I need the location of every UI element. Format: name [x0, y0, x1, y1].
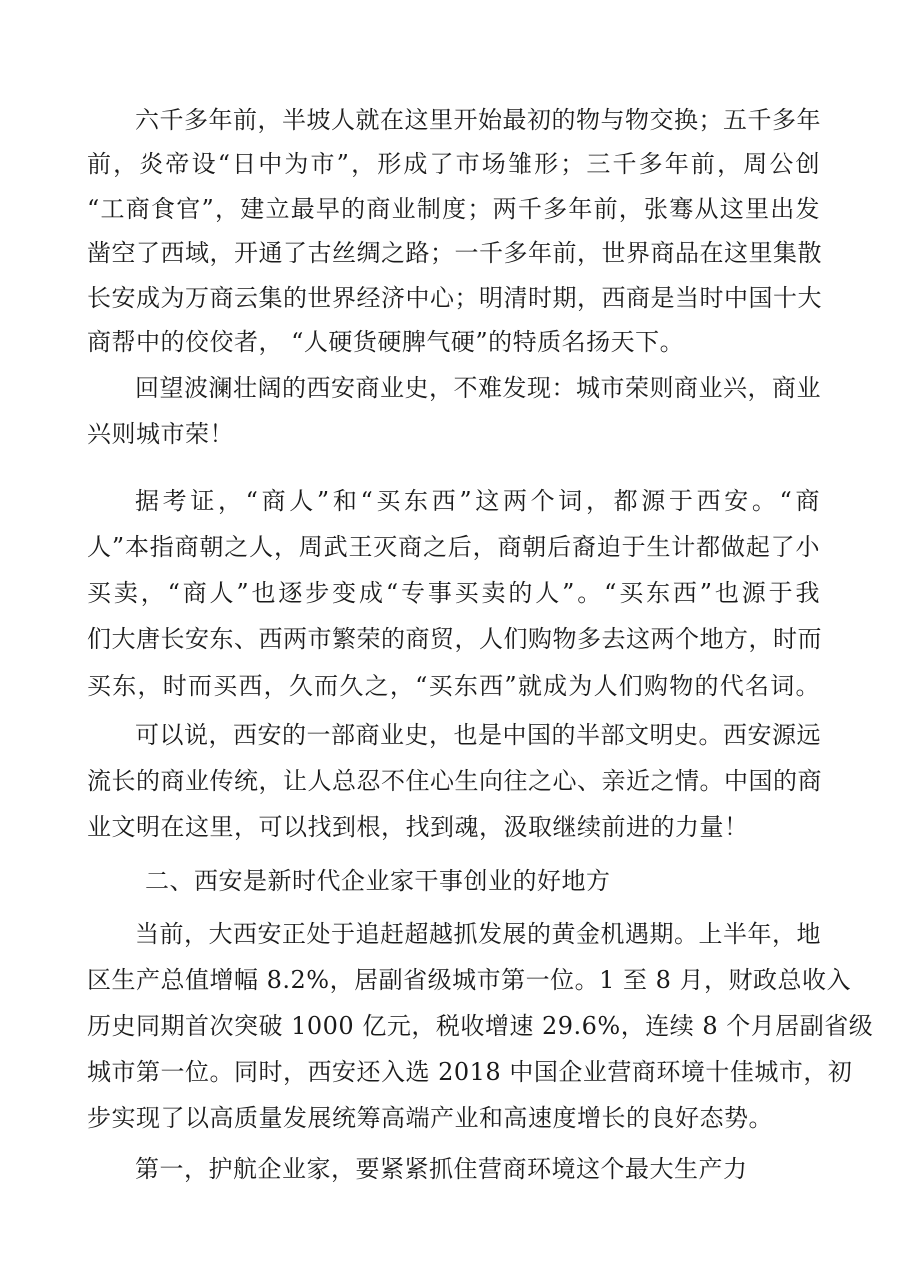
paragraph-3-line-2: 人”本指商朝之人，周武王灭商之后，商朝后裔迫于生计都做起了小	[87, 533, 820, 561]
paragraph-2-line-1: 回望波澜壮阔的西安商业史，不难发现：城市荣则商业兴，商业	[135, 374, 821, 402]
paragraph-4-line-2: 流长的商业传统，让人总忍不住心生向往之心、亲近之情。中国的商	[87, 767, 822, 795]
paragraph-5-line-4: 城市第一位。同时，西安还入选 2018 中国企业营商环境十佳城市，初	[87, 1058, 853, 1086]
paragraph-1-line-3: “工商食官”，建立最早的商业制度；两千多年前，张骞从这里出发	[87, 195, 820, 223]
paragraph-1-line-5: 长安成为万商云集的世界经济中心；明清时期，西商是当时中国十大	[87, 284, 822, 312]
paragraph-5-line-5: 步实现了以高质量发展统筹高端产业和高速度增长的良好态势。	[87, 1104, 773, 1132]
paragraph-5-line-3: 历史同期首次突破 1000 亿元，税收增速 29.6%，连续 8 个月居副省级	[87, 1012, 874, 1040]
paragraph-3-line-5: 买东，时而买西，久而久之，“买东西”就成为人们购物的代名词。	[87, 672, 820, 700]
paragraph-6-line-1: 第一，护航企业家，要紧紧抓住营商环境这个最大生产力	[135, 1155, 748, 1183]
paragraph-1-line-1: 六千多年前，半坡人就在这里开始最初的物与物交换；五千多年	[135, 106, 821, 134]
paragraph-3-line-4: 们大唐长安东、西两市繁荣的商贸，人们购物多去这两个地方，时而	[87, 625, 822, 653]
paragraph-3-line-1: 据考证，“商人”和“买东西”这两个词，都源于西安。“商	[135, 487, 820, 515]
paragraph-1-line-4: 凿空了西域，开通了古丝绸之路；一千多年前，世界商品在这里集散	[87, 239, 822, 267]
paragraph-5-line-2: 区生产总值增幅 8.2%，居副省级城市第一位。1 至 8 月，财政总收入	[87, 966, 852, 994]
paragraph-3-line-3: 买卖，“商人”也逐步变成“专事买卖的人”。“买东西”也源于我	[87, 579, 820, 607]
paragraph-2-line-2: 兴则城市荣！	[87, 420, 234, 448]
paragraph-1-line-2: 前，炎帝设“日中为市”，形成了市场雏形；三千多年前，周公创	[87, 150, 820, 178]
paragraph-1-line-6: 商帮中的佼佼者， “人硬货硬脾气硬”的特质名扬天下。	[87, 328, 685, 356]
paragraph-4-line-3: 业文明在这里，可以找到根，找到魂，汲取继续前进的力量！	[87, 813, 749, 841]
paragraph-5-line-1: 当前，大西安正处于追赶超越抓发展的黄金机遇期。上半年，地	[135, 920, 821, 948]
section-heading: 二、西安是新时代企业家干事创业的好地方	[145, 867, 611, 895]
paragraph-4-line-1: 可以说，西安的一部商业史，也是中国的半部文明史。西安源远	[135, 721, 821, 749]
